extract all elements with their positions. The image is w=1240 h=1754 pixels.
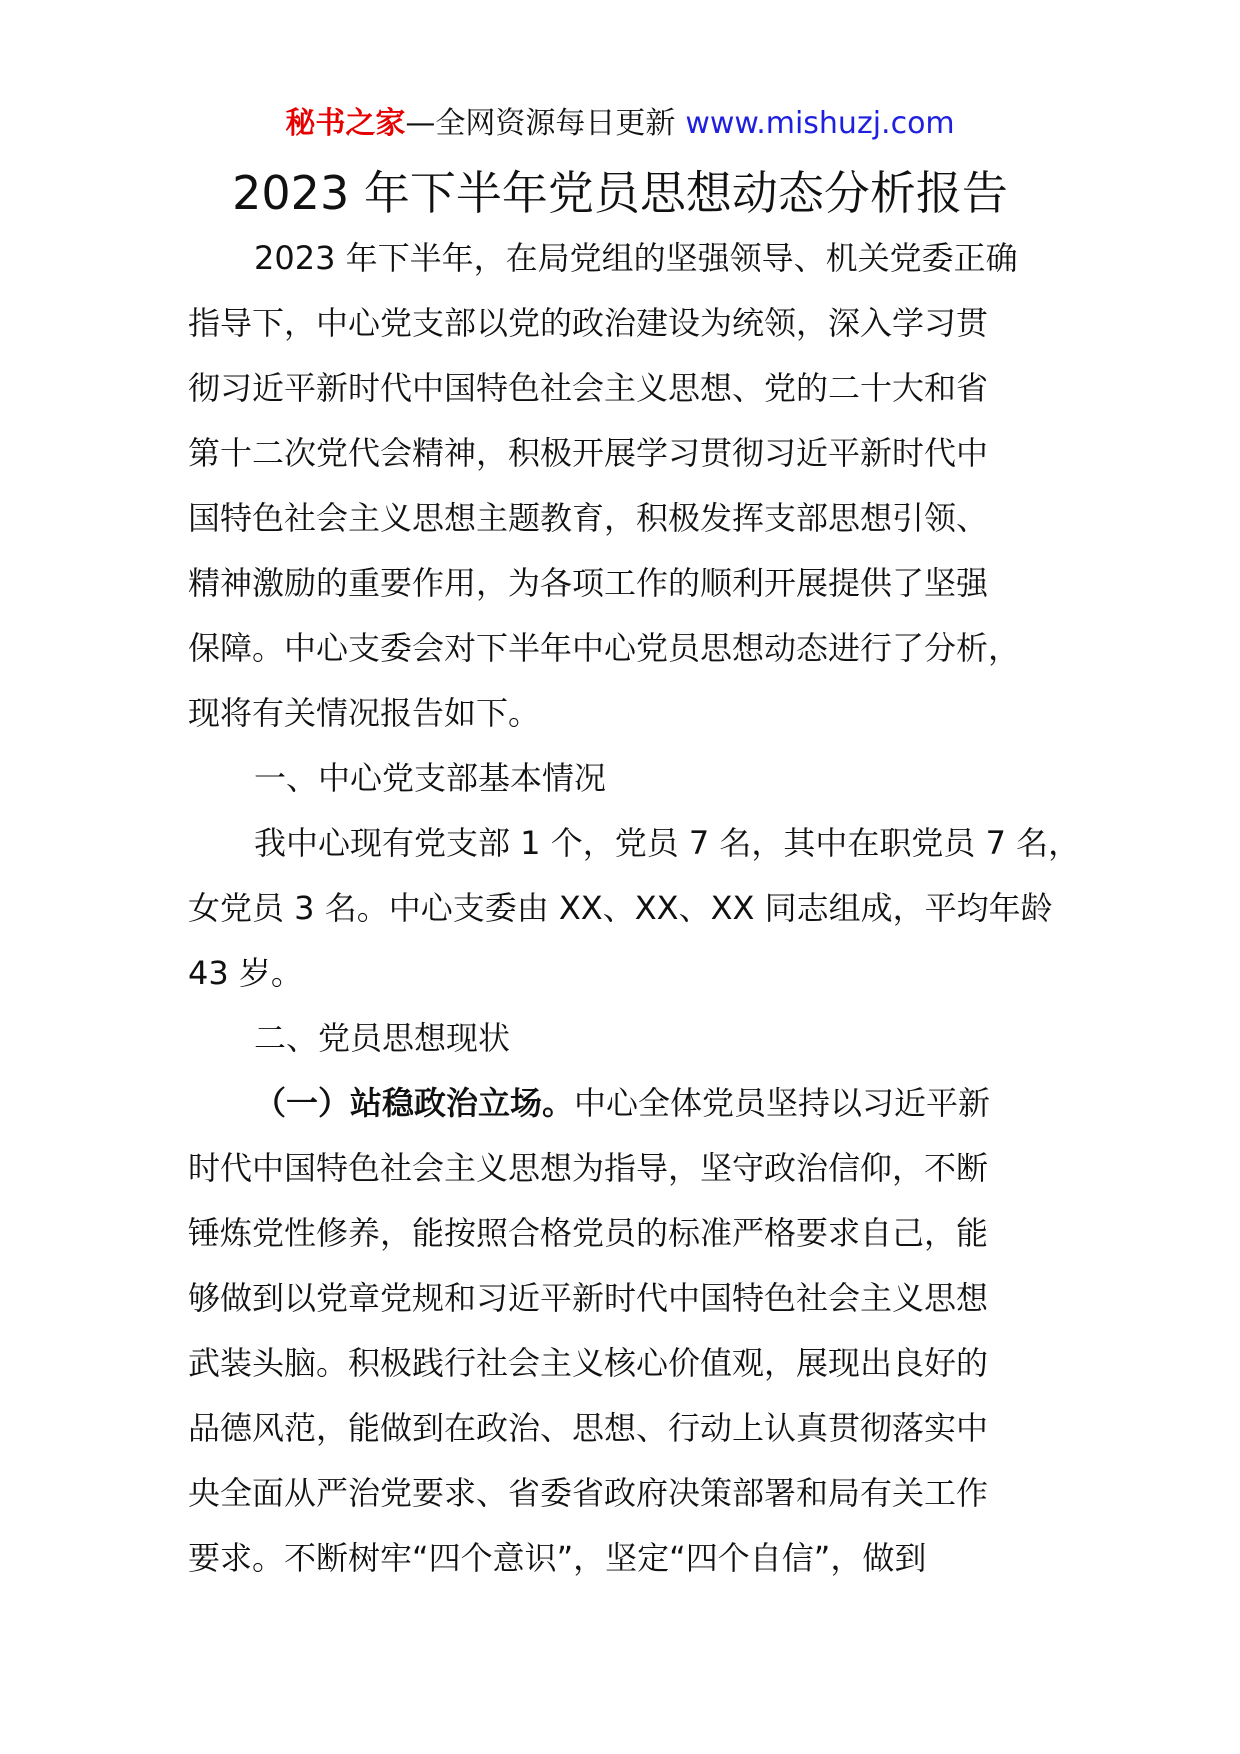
document-body xyxy=(188,226,1088,1591)
section-heading: 二、党员思想现状 xyxy=(254,1019,511,1057)
paragraph-line: 现将有关情况报告如下。 xyxy=(188,694,541,732)
section-heading: 一、中心党支部基本情况 xyxy=(254,759,607,797)
paragraph-text: 中心全体党员坚持以习近平新 xyxy=(574,1084,991,1122)
paragraph-line: 品德风范，能做到在政治、思想、行动上认真贯彻落实中 xyxy=(188,1409,989,1447)
paragraph-line: 指导下，中心党支部以党的政治建设为统领，深入学习贯 xyxy=(188,304,989,342)
paragraph-line: 我中心现有党支部 1 个，党员 7 名，其中在职党员 7 名， xyxy=(254,824,1081,862)
paragraph-line: 保障。中心支委会对下半年中心党员思想动态进行了分析， xyxy=(188,629,1021,667)
paragraph-line: 第十二次党代会精神，积极开展学习贯彻习近平新时代中 xyxy=(188,434,989,472)
paragraph-line: 够做到以党章党规和习近平新时代中国特色社会主义思想 xyxy=(188,1279,989,1317)
paragraph-line: 2023 年下半年，在局党组的坚强领导、机关党委正确 xyxy=(254,239,1018,277)
paragraph-line: 时代中国特色社会主义思想为指导，坚守政治信仰，不断 xyxy=(188,1149,989,1187)
paragraph-line: 43 岁。 xyxy=(188,954,303,992)
document-title: 2023 年下半年党员思想动态分析报告 xyxy=(232,166,1008,220)
subsection-heading: （一）站稳政治立场。 xyxy=(254,1084,575,1122)
brand-name: 秘书之家 xyxy=(285,106,406,141)
banner-tagline: —全网资源每日更新 xyxy=(405,106,676,141)
watermark-banner xyxy=(0,102,1240,146)
paragraph-line: 彻习近平新时代中国特色社会主义思想、党的二十大和省 xyxy=(188,369,989,407)
paragraph-line: 央全面从严治党要求、省委省政府决策部署和局有关工作 xyxy=(188,1474,989,1512)
paragraph-line: 国特色社会主义思想主题教育，积极发挥支部思想引领、 xyxy=(188,499,989,537)
paragraph-line: 武装头脑。积极践行社会主义核心价值观，展现出良好的 xyxy=(188,1344,989,1382)
paragraph-line: 女党员 3 名。中心支委由 XX、XX、XX 同志组成，平均年龄 xyxy=(188,889,1053,927)
paragraph-line: 精神激励的重要作用，为各项工作的顺利开展提供了坚强 xyxy=(188,564,989,602)
site-url-link[interactable]: www.mishuzj.com xyxy=(685,106,955,141)
paragraph-line: 要求。不断树牢“四个意识”，坚定“四个自信”，做到 xyxy=(188,1539,927,1577)
paragraph-line xyxy=(188,1071,1088,1136)
paragraph-line: 锤炼党性修养，能按照合格党员的标准严格要求自己，能 xyxy=(188,1214,989,1252)
